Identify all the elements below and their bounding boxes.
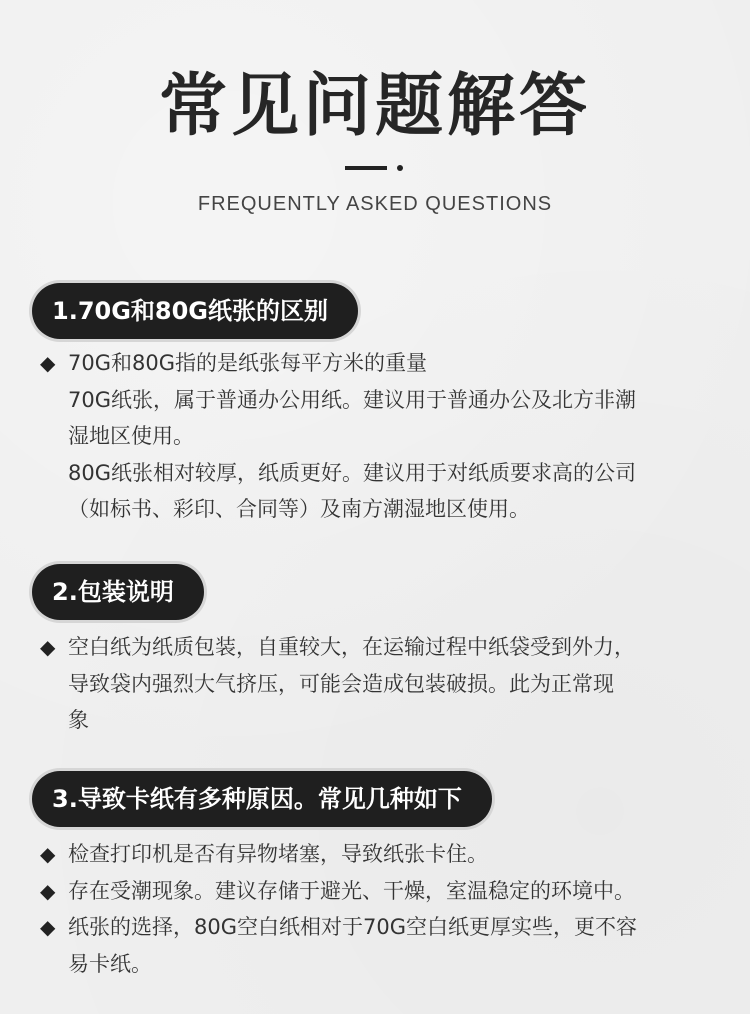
- section-1-line-4: 80G纸张相对较厚，纸质更好。建议用于对纸质要求高的公司: [68, 460, 636, 485]
- diamond-bullet-icon: ◆: [40, 635, 56, 659]
- section-1-line-1: 70G和80G指的是纸张每平方米的重量: [68, 351, 427, 375]
- diamond-bullet-icon: ◆: [40, 351, 56, 375]
- section-1-heading: 1.70G和80G纸张的区别: [32, 283, 358, 339]
- section-3-body: [40, 836, 730, 982]
- section-2-heading: 2.包装说明: [32, 564, 204, 620]
- section-2-line-2: 导致袋内强烈大气挤压，可能会造成包装破损。此为正常现: [68, 671, 614, 696]
- list-item: [40, 629, 730, 666]
- section-2-line-3: 象: [68, 708, 89, 732]
- diamond-bullet-icon: ◆: [40, 842, 56, 866]
- divider-bar: [345, 166, 387, 170]
- section-3-heading: 3.导致卡纸有多种原因。常见几种如下: [32, 771, 492, 827]
- diamond-bullet-icon: ◆: [40, 915, 56, 939]
- section-3-item-3-line-1: 纸张的选择，80G空白纸相对于70G空白纸更厚实些，更不容: [68, 915, 637, 939]
- list-item: [40, 345, 730, 382]
- list-item: [40, 873, 730, 910]
- section-1-line-2: 70G纸张，属于普通办公用纸。建议用于普通办公及北方非潮: [68, 387, 636, 412]
- list-item: [40, 909, 730, 946]
- section-3-item-1-line-1: 检查打印机是否有异物堵塞，导致纸张卡住。: [68, 842, 488, 866]
- section-2-body: [40, 629, 730, 739]
- page-subtitle: FREQUENTLY ASKED QUESTIONS: [197, 193, 553, 215]
- section-1-line-5: （如标书、彩印、合同等）及南方潮湿地区使用。: [68, 497, 530, 521]
- section-1-line-3: 湿地区使用。: [68, 424, 194, 448]
- diamond-bullet-icon: ◆: [40, 878, 56, 903]
- list-item: [40, 836, 730, 873]
- section-3-item-2-line-1: 存在受潮现象。建议存储于避光、干燥，室温稳定的环境中。: [68, 878, 635, 903]
- divider-dot: [397, 165, 403, 171]
- section-2-line-1: 空白纸为纸质包装，自重较大，在运输过程中纸袋受到外力，: [68, 635, 635, 659]
- title-divider: [345, 166, 405, 170]
- section-1-body: [40, 345, 730, 528]
- section-3-item-3-line-2: 易卡纸。: [68, 951, 152, 976]
- page-title: 常见问题解答: [158, 67, 591, 146]
